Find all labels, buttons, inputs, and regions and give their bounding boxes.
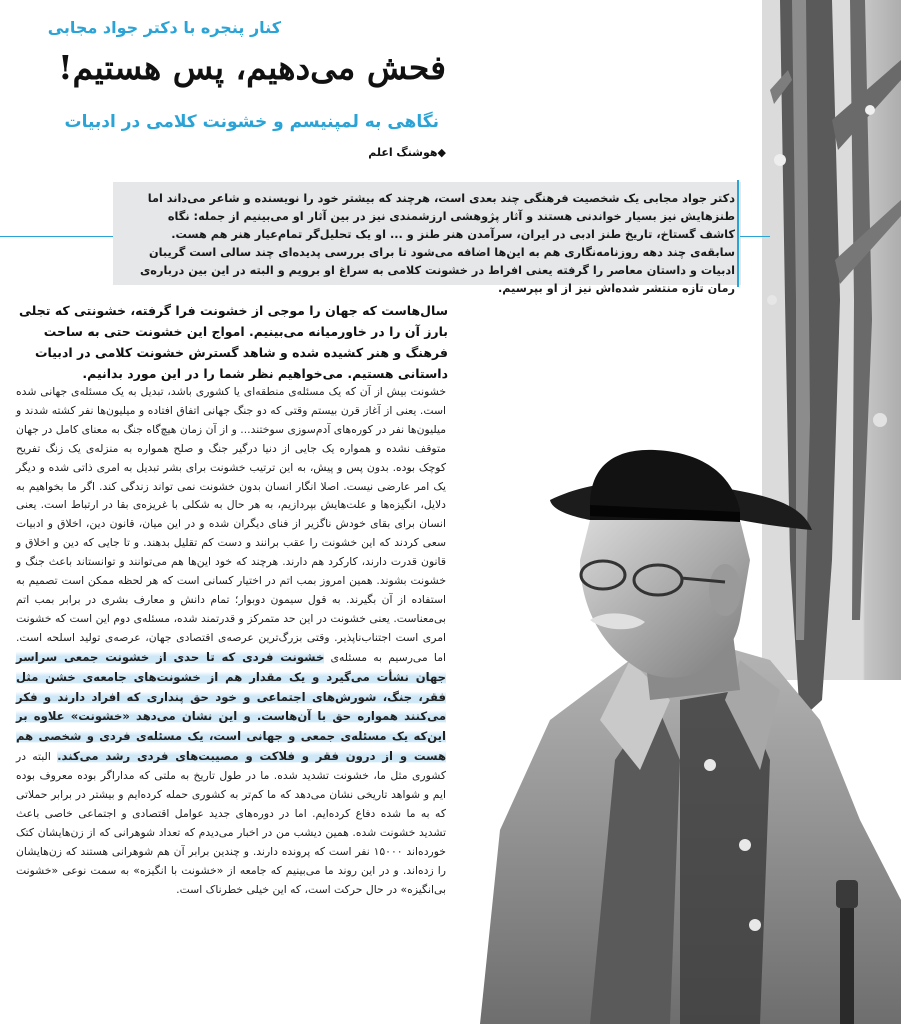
article-body <box>16 383 446 899</box>
lead-accent-bar <box>737 180 739 287</box>
body-paragraph-1: خشونت بیش از آن که یک مسئله‌ی منطقه‌ای یا کشوری باشد، تبدیل به یک مسئله‌ی جهانی شده است. یعنی از آغاز قرن بیستم وقتی که دو جنگ جهانی اتفاق افتاده و میلیون‌ها نفر کشته شدند و میلیون‌ها نفر در کوره‌های آدم‌سوزی سوختند... و از آن زمان هیچ‌گاه جنگ به معنای کامل در جهان متوقف نشده و همواره یک جایی از دنیا درگیر جنگ و صلح همواره به منزله‌ی یک زنگ تفریح کوچک بوده. بدون پس و پیش، به این ترتیب خشونت برای بشر تبدیل به امری ذاتی شده و دیگر یک امر عارضی نیست. اصلا انگار انسان بدون خشونت نمی تواند زندگی کند. اگر ما بخواهیم به دلایل، انگیزه‌ها و علت‌هایش بپردازیم، به هر حال به شکلی با غریزه‌ی بقا در ارتباط است. یعنی انسان برای بقای خودش ناگزیر از فنای دیگران شده و در این میان، قانون دین، اخلاق و ادبیات سعی کردند که این خشونت را عقب برانند و دست کم تقلیل بدهند. و تا جایی که دین و اخلاق و قانون قدرت دارند، کارکرد هم دارند. هرچند که خود این‌ها هم می‌توانند و توانستاند باعث جنگ و خشونت بشوند. همین امروز بمب اتم در اختیار کسانی است که هر لحظه ممکن است تصمیم به استفاده از آن بگیرند. به قول سیمون دوبوار؛ تمام دانش و معارف بشری در برابر بمب اتم بی‌معناست. یعنی خشونت در این حد متمرکز و قدرتمند شده، مسئله‌ی دوم این است که خشونت امری است اجتناب‌ناپذیر. وقتی بزرگ‌ترین عرصه‌ی اقتصادی جهان، عرصه‌ی تولید اسلحه است. اما می‌رسیم به مسئله‌ی <box>16 385 446 664</box>
lead-paragraph: دکتر جواد مجابی یک شخصیت فرهنگی چند بعدی است، هرچند که بیشتر خود را نویسنده و شاعر می‌داند اما طنزهایش نیز بسیار خواندنی هستند و آثار پژوهشی ارزشمندی نیز در بین آثار او می‌بینیم از جمله: نگاه کاشف گستاخ، تاریخ طنز ادبی در ایران، سرآمدن هنر طنز و ... او یک تحلیل‌گر تمام‌عیار هنر هم هست. سابقه‌ی چند دهه روزنامه‌نگاری هم به این‌ها اضافه می‌شود تا برای بررسی پدیده‌ای چند سالی است گریبان ادبیات و داستان معاصر را گرفته یعنی افراط در خشونت کلامی به سراغ او برویم و البته در این بین درباره‌ی رمان تازه منتشر شده‌اش نیز از او بپرسیم. <box>139 192 735 295</box>
article-author: ◆هوشنگ اعلم <box>368 146 446 159</box>
article-subtitle: نگاهی به لمپنیسم و خشونت کلامی در ادبیات <box>64 112 439 132</box>
interview-question: سال‌هاست که جهان را موجی از خشونت فرا گرفته، خشونتی که تجلی بارز آن را در خاورمیانه می‌بینیم. امواج این خشونت حتی به ساحت فرهنگ و هنر کشیده شده و شاهد گسترش خشونت کلامی در ادبیات داستانی هستیم. می‌خواهیم نظر شما را در این مورد بدانیم. <box>19 303 448 381</box>
article-kicker: کنار پنجره با دکتر جواد مجابی <box>47 18 281 37</box>
lead-divider-right <box>740 236 770 237</box>
body-paragraph-2: البته در کشوری مثل ما، خشونت تشدید شده. ما در طول تاریخ به ملتی که مداراگر بوده معروف بوده ایم و شواهد تاریخی نشان می‌دهد که ما کم‌تر به کشوری حمله کرده‌ایم و بیشتر در برابر حملاتی که به ما شده دفاع کرده‌ایم. اما در دوره‌های جدید عوامل اقتصادی و اجتماعی خاصی باعث تشدید خشونت شده. همین دیشب من در اخبار می‌دیدم که تعداد شوهرانی که از زن‌هایشان کتک خورده‌اند ۱۵۰۰۰ نفر است که پرونده دارند. و چندین برابر آن هم شوهرانی هستند که زن‌هایشان را زده‌اند. و در این روند ما می‌بینیم که جامعه از «خشونت با انگیزه» به سمت نوعی «خشونت بی‌انگیزه» در حال حرکت است، که این خیلی خطرناک است. <box>16 750 446 896</box>
article-headline: فحش می‌دهیم، پس هستیم! <box>58 48 446 87</box>
highlighted-passage: خشونت فردی که تا حدی از خشونت جمعی سراسر جهان نشأت می‌گیرد و یک مقدار هم از خشونت‌های جامعه‌ی خشن مثل فقر، جنگ، شورش‌های اجتماعی و خود حق پنداری که افراد دارند و فکر می‌کنند همواره حق با آن‌هاست. و این نشان می‌دهد «خشونت» علاوه بر این‌که یک مسئله‌ی جمعی و جهانی است، یک مسئله‌ی فردی و شخصی هم هست و از درون فقر و فلاکت و مصیبت‌های فردی رشد می‌کند. <box>16 649 446 764</box>
portrait-photo <box>440 0 901 1024</box>
lead-divider-left <box>0 236 113 237</box>
